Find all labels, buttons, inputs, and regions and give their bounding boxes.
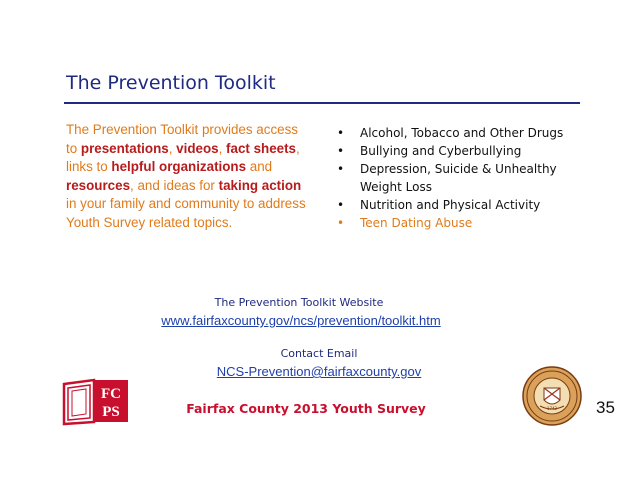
logo-text-top: FC <box>101 386 121 402</box>
website-link <box>0 313 620 328</box>
contact-email-link[interactable]: NCS-Prevention@fairfaxcounty.gov <box>216 364 422 379</box>
topic-label: Alcohol, Tobacco and Other Drugs <box>360 126 564 140</box>
slide-title: The Prevention Toolkit <box>66 72 276 94</box>
intro-bold-helpful-organizations: helpful organizations <box>111 159 247 174</box>
intro-bold-videos: videos <box>176 140 219 156</box>
topic-label: Nutrition and Physical Activity <box>360 198 541 212</box>
bullet-icon: • <box>337 216 345 230</box>
website-label: The Prevention Toolkit Website <box>214 296 384 309</box>
toolkit-website-link[interactable]: www.fairfaxcounty.gov/ncs/prevention/toolkit.htm <box>161 313 441 328</box>
intro-text: The Prevention Toolkit provides access to <box>66 122 298 156</box>
topic-item <box>336 142 576 160</box>
intro-text: , links to <box>66 140 300 174</box>
intro-text: , <box>218 140 227 156</box>
bullet-icon: • <box>337 198 345 212</box>
intro-text: , and ideas for <box>130 177 219 193</box>
topic-item <box>336 196 576 214</box>
title-underline <box>64 102 580 104</box>
intro-bold-resources: resources <box>66 177 131 193</box>
intro-bold-taking-action: taking action <box>218 177 302 193</box>
bullet-icon: • <box>337 162 345 176</box>
intro-bold-fact-sheets: fact sheets <box>226 140 296 156</box>
fairfax-county-seal-icon <box>522 366 582 426</box>
intro-text: in your family and community to address Youth Survey related topics. <box>66 196 306 230</box>
topic-label: Bullying and Cyberbullying <box>360 144 522 158</box>
seal-year: 1742 <box>546 406 558 411</box>
intro-bold-presentations: presentations <box>80 140 169 156</box>
logo-text-bottom: PS <box>102 404 120 420</box>
fcps-book-logo-icon <box>60 376 132 426</box>
topic-item <box>336 124 576 142</box>
survey-title: Fairfax County 2013 Youth Survey <box>186 401 426 416</box>
page-number: 35 <box>596 398 615 417</box>
topic-label: Depression, Suicide & Unhealthy Weight Loss <box>360 162 557 194</box>
topic-list <box>336 124 576 232</box>
intro-paragraph <box>66 121 312 232</box>
intro-text: , <box>168 140 177 156</box>
bullet-icon: • <box>337 126 345 140</box>
intro-text: and <box>246 159 273 174</box>
topic-item <box>336 160 576 196</box>
topic-item-highlighted <box>336 214 576 232</box>
bullet-icon: • <box>337 144 345 158</box>
email-label: Contact Email <box>280 347 358 360</box>
topic-label: Teen Dating Abuse <box>360 216 473 230</box>
